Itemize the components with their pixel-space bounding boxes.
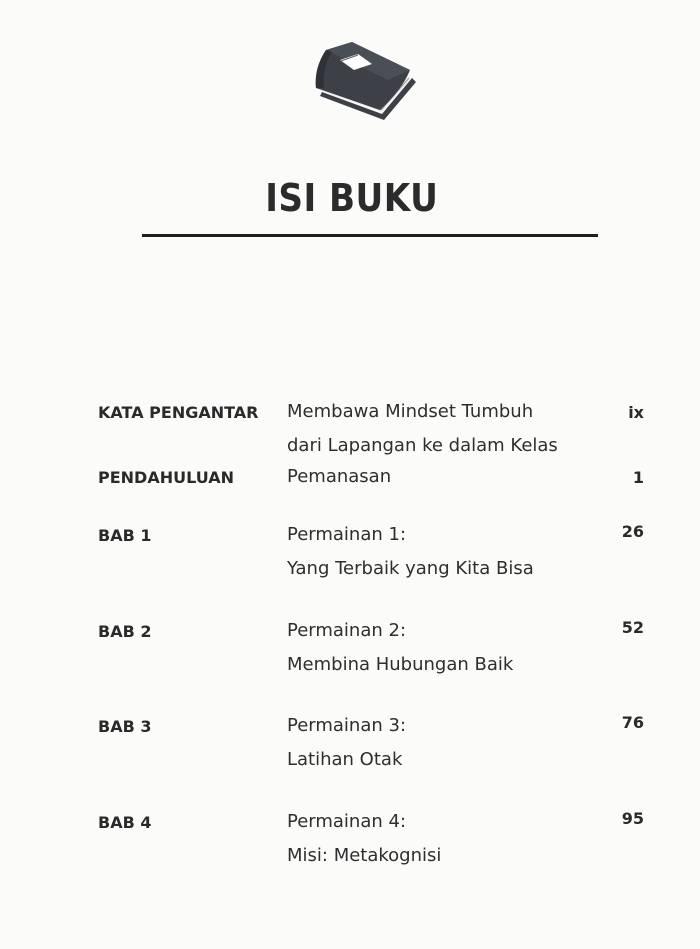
toc-title-line: Membawa Mindset Tumbuh (287, 401, 534, 422)
toc-title-line: Permainan 4: (287, 811, 407, 832)
toc-label: BAB 4 (98, 813, 152, 832)
toc-title (287, 518, 534, 586)
toc-label: KATA PENGANTAR (98, 403, 259, 422)
toc-label: BAB 1 (98, 526, 152, 545)
toc-title-line: Permainan 1: (287, 524, 407, 545)
toc-title (287, 460, 391, 494)
toc-label: PENDAHULUAN (98, 468, 234, 487)
page-title: ISI BUKU (265, 176, 439, 220)
toc-title-line: Yang Terbaik yang Kita Bisa (287, 558, 534, 579)
toc-title-line: Permainan 3: (287, 715, 407, 736)
toc-title (287, 614, 513, 682)
toc-title (287, 395, 558, 463)
toc-page-number: 1 (632, 468, 644, 487)
toc-title-line: Misi: Metakognisi (287, 845, 442, 866)
toc-title (287, 709, 406, 777)
toc-title (287, 805, 441, 873)
toc-title-line: Permainan 2: (287, 620, 407, 641)
toc-page-number: 26 (621, 522, 644, 541)
toc-title-line: Latihan Otak (287, 749, 403, 770)
toc-page-number: 52 (621, 618, 644, 637)
toc-page-number: 76 (621, 713, 644, 732)
toc-title-line: Membina Hubungan Baik (287, 654, 514, 675)
toc-page-number: 95 (621, 809, 644, 828)
toc-page-number: ix (628, 403, 644, 422)
toc-title-line: Pemanasan (287, 466, 392, 487)
toc-label: BAB 3 (98, 717, 152, 736)
toc-label: BAB 2 (98, 622, 152, 641)
toc-title-line: dari Lapangan ke dalam Kelas (287, 435, 558, 456)
